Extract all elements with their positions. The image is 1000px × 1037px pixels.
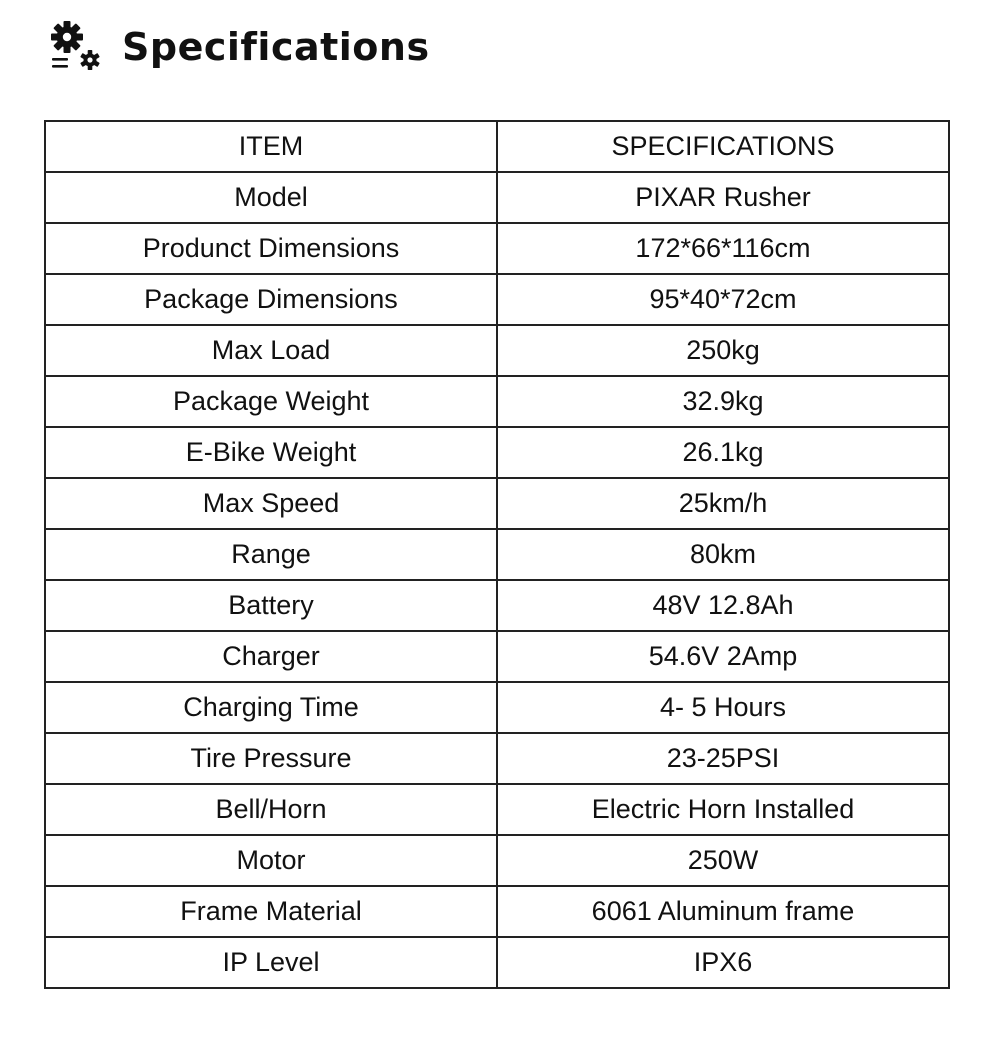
spec-cell: 54.6V 2Amp: [497, 631, 949, 682]
spec-cell: 4- 5 Hours: [497, 682, 949, 733]
spec-cell: 95*40*72cm: [497, 274, 949, 325]
item-cell: Max Speed: [45, 478, 497, 529]
spec-cell: Electric Horn Installed: [497, 784, 949, 835]
spec-cell: IPX6: [497, 937, 949, 988]
page-header: [50, 20, 430, 74]
item-cell: E-Bike Weight: [45, 427, 497, 478]
table-header-row: [45, 121, 949, 172]
item-cell: IP Level: [45, 937, 497, 988]
item-cell: Charger: [45, 631, 497, 682]
spec-cell: 32.9kg: [497, 376, 949, 427]
item-cell: Range: [45, 529, 497, 580]
table-row: [45, 529, 949, 580]
page-title: Specifications: [122, 25, 430, 69]
spec-cell: PIXAR Rusher: [497, 172, 949, 223]
spec-cell: 172*66*116cm: [497, 223, 949, 274]
spec-cell: 250W: [497, 835, 949, 886]
table-row: [45, 784, 949, 835]
item-cell: Produnct Dimensions: [45, 223, 497, 274]
item-cell: Motor: [45, 835, 497, 886]
item-cell: Battery: [45, 580, 497, 631]
table-row: [45, 325, 949, 376]
spec-cell: 23-25PSI: [497, 733, 949, 784]
item-cell: Frame Material: [45, 886, 497, 937]
table-row: [45, 580, 949, 631]
table-row: [45, 478, 949, 529]
item-cell: Package Weight: [45, 376, 497, 427]
table-row: [45, 886, 949, 937]
spec-cell: 6061 Aluminum frame: [497, 886, 949, 937]
table-row: [45, 835, 949, 886]
column-header-specifications: SPECIFICATIONS: [497, 121, 949, 172]
table-row: [45, 274, 949, 325]
table-row: [45, 223, 949, 274]
spec-cell: 26.1kg: [497, 427, 949, 478]
spec-cell: 250kg: [497, 325, 949, 376]
table-row: [45, 733, 949, 784]
item-cell: Charging Time: [45, 682, 497, 733]
spec-cell: 25km/h: [497, 478, 949, 529]
item-cell: Bell/Horn: [45, 784, 497, 835]
specifications-table: [44, 120, 950, 989]
gears-list-icon: [50, 20, 104, 74]
column-header-item: ITEM: [45, 121, 497, 172]
table-row: [45, 427, 949, 478]
spec-cell: 48V 12.8Ah: [497, 580, 949, 631]
table-row: [45, 682, 949, 733]
table-row: [45, 172, 949, 223]
item-cell: Tire Pressure: [45, 733, 497, 784]
spec-cell: 80km: [497, 529, 949, 580]
item-cell: Max Load: [45, 325, 497, 376]
table-row: [45, 631, 949, 682]
item-cell: Package Dimensions: [45, 274, 497, 325]
item-cell: Model: [45, 172, 497, 223]
table-row: [45, 376, 949, 427]
table-row: [45, 937, 949, 988]
